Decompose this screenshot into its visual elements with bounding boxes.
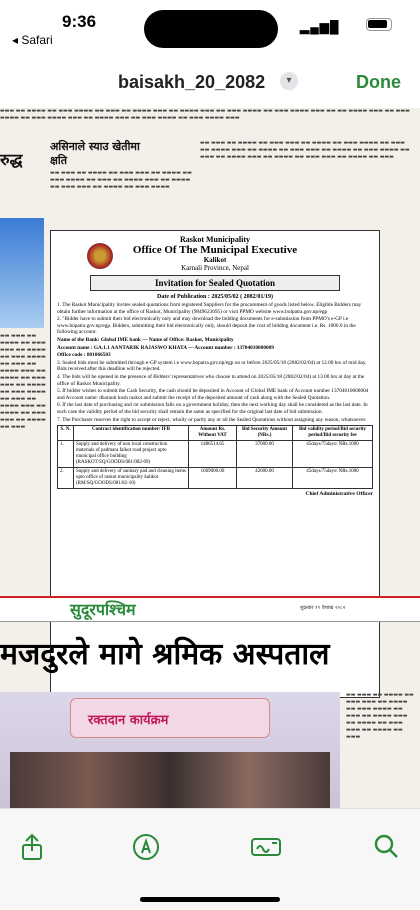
table-cell: 37000.00 [237, 441, 293, 468]
notice-item: Office code : 801066503 [57, 352, 111, 359]
done-button[interactable]: Done [356, 72, 401, 92]
left-fragment-headline: रुद्ध [0, 150, 23, 169]
article-column: ▬▬ ▬▬▬ ▬▬ ▬▬▬▬ ▬▬ ▬▬▬ ▬▬▬ ▬▬ ▬▬▬▬ ▬▬ ▬▬▬ ▬▬▬▬ ▬▬ ▬▬▬ ▬▬ ▬▬▬▬ ▬▬▬ ▬▬ ▬▬▬▬ ▬▬ ▬▬▬ ▬▬▬ ▬▬ ▬▬▬▬ ▬▬ ▬▬▬ ▬▬▬▬ [50, 170, 192, 190]
office-name: Office Of The Municipal Executive [132, 244, 298, 256]
signature-line: Chief Administrative Officer [305, 491, 373, 498]
share-icon[interactable] [16, 833, 48, 865]
home-indicator [140, 897, 280, 902]
table-cell: 45days/75days/ NRs.1000 [293, 441, 373, 468]
sky-photo [0, 218, 44, 328]
notice-item: 4. The bids will be opened in the presence of Bidders' representatives who choose to attend on 2025/05/18 (2082/02/04) at 13.00 hrs at day at the office of Raskot Municipality. [57, 373, 365, 387]
notice-banner: Invitation for Sealed Quotation [90, 275, 340, 291]
back-to-safari-link[interactable]: ◂ Safari [12, 33, 53, 47]
table-cell: 1. [58, 441, 74, 468]
notice-item: 6. If the last date of purchasing and /or submission falls on a government holiday, then the next working day shall be considered as the last date. In such case the validity period of the bid security shall remain the same as specified for the original last date of bid submission. [57, 402, 368, 415]
battery-fill [368, 20, 387, 28]
notice-item: 1. The Raskot Municipality invites sealed quotations from registered Suppliers for the procurement of goods listed below. Eligible Bidders may obtain further information at the office of Raskot, Municipality (9849623695) or visit PPMO website www.bolpatra.gov.np/egp [57, 302, 362, 315]
table-cell: 1669000.00 [189, 468, 237, 489]
notice-item: 2. "Bidder have to submit their bid electronically only and may download the bidding documents for e-submission from PPMO's e-GP i.e www.bopatra.gov.np/egp. Bidders, submitting their bid electronically only, should deposit the cost of bidding document i.e. Rs. 1000.0 in the following account. [57, 316, 356, 336]
markup-icon[interactable] [130, 833, 162, 865]
table-cell: 2. [58, 468, 74, 489]
notice-item: 3. Sealed bids must be submitted through e-GP system i.e www.bopatra.gov.np/egp on or before 2025/05/18 (2082/02/04) at 12.00 hrs of mid day. Bids received after this deadline will be rejected. [57, 359, 367, 373]
sealed-quotation-notice [50, 230, 380, 698]
table-header: Bid Security Amount (NRs.) [237, 426, 293, 441]
table-header: Bid validity period/Bid security period/Bid security fee [293, 426, 373, 441]
right-article-column: ▬▬ ▬▬▬ ▬▬ ▬▬▬▬ ▬▬ ▬▬▬ ▬▬▬ ▬▬ ▬▬▬▬ ▬▬ ▬▬▬ ▬▬▬▬ ▬▬ ▬▬▬ ▬▬ ▬▬▬▬ ▬▬▬ ▬▬ ▬▬▬▬ ▬▬ ▬▬▬ ▬▬▬ ▬▬ ▬▬▬▬ ▬▬ ▬▬▬ [346, 692, 414, 740]
table-cell: 1486514.65 [189, 441, 237, 468]
signature-icon[interactable] [250, 833, 282, 865]
notice-item: Account name : GA.1.1 AANTARIK RAJASWO KHATA — Account number : 13704010000009 [57, 344, 274, 351]
event-banner-text: रक्तदान कार्यक्रम [88, 713, 169, 728]
masthead-date: शुक्रबार १९ वैशाख २०८२ [300, 605, 346, 611]
signal-icon: ▂▄▆█ [300, 20, 340, 34]
publication-date: Date of Publication : 2025/05/02 ( 2082/01/19) [157, 294, 273, 300]
table-cell: 45days/75days/ NRs.1000 [293, 468, 373, 489]
bottom-toolbar [0, 808, 420, 910]
notice-items [57, 302, 373, 423]
table-cell: 42000.00 [237, 468, 293, 489]
dynamic-island [144, 10, 278, 48]
table-row [58, 468, 373, 489]
newspaper-page [0, 108, 420, 808]
battery-icon [366, 18, 392, 31]
newspaper-top-columns: ▬▬▬ ▬▬ ▬▬▬▬ ▬▬ ▬▬▬ ▬▬▬▬ ▬▬ ▬▬▬ ▬▬ ▬▬▬▬ ▬▬▬ ▬▬ ▬▬▬▬ ▬▬▬ ▬▬ ▬▬▬ ▬▬▬▬ ▬▬ ▬▬▬ ▬▬▬▬ ▬▬▬ ▬▬ ▬▬ ▬▬▬▬ ▬▬▬ ▬▬ ▬▬▬ ▬▬▬▬ ▬▬ ▬▬▬ ▬▬▬▬ ▬▬▬ ▬▬ ▬▬▬▬ ▬▬▬ ▬▬ ▬▬▬ ▬▬▬▬ ▬▬ ▬▬▬ ▬▬▬▬ ▬▬▬ [0, 108, 410, 121]
table-header: Contract identification number/ IFB [74, 426, 189, 441]
article-column-right: ▬▬ ▬▬▬ ▬▬ ▬▬▬▬ ▬▬ ▬▬▬ ▬▬▬ ▬▬ ▬▬▬▬ ▬▬ ▬▬▬ ▬▬▬▬ ▬▬ ▬▬▬ ▬▬ ▬▬▬▬ ▬▬▬ ▬▬ ▬▬▬▬ ▬▬ ▬▬▬ ▬▬▬ ▬▬ ▬▬▬▬ ▬▬ ▬▬▬ ▬▬▬▬ ▬▬ ▬▬▬ ▬▬ ▬▬▬▬ ▬▬▬ ▬▬ ▬▬▬▬ ▬▬ ▬▬▬ ▬▬▬ ▬▬ ▬▬▬▬ ▬▬ ▬▬▬ [200, 140, 410, 160]
table-cell: Supply and delivery of sanitary pad and cleaning items upto office of raskot municipality kalikot (RM/SQ/GOODS/081/82-10) [74, 468, 189, 489]
notice-item: 7. The Purchaser reserves the right to accept or reject, wholly or partly any or all the Sealed Quotations without assigning any reason, whatsoever. [57, 416, 367, 423]
document-toolbar [0, 60, 420, 104]
table-cell: Supply and delivery of non local construction materials of padmara faikot road project upto municipal office building (RASKOT/SQ/GOODS/081/082-09) [74, 441, 189, 468]
status-bar [0, 0, 420, 54]
main-headline: मजदुरले मागे श्रमिक अस्पताल [0, 637, 330, 672]
municipality-name: Raskot Municipality [179, 235, 250, 244]
notice-item: Name of the Bank: Global IME bank — Name of Office: Raskot, Municipality [57, 336, 234, 343]
quotation-table [57, 425, 373, 489]
document-title[interactable]: baisakh_20_2082 [118, 72, 266, 92]
people-crowd [10, 752, 330, 808]
left-article-column: ▬▬ ▬▬▬ ▬▬ ▬▬▬▬ ▬▬ ▬▬▬ ▬▬▬ ▬▬ ▬▬▬▬ ▬▬ ▬▬▬ ▬▬▬▬ ▬▬ ▬▬▬ ▬▬ ▬▬▬▬ ▬▬▬ ▬▬ ▬▬▬▬ ▬▬ ▬▬▬ ▬▬▬ ▬▬ ▬▬▬▬ ▬▬ ▬▬▬ ▬▬▬▬ ▬▬ ▬▬▬ ▬▬ ▬▬▬▬ ▬▬▬ ▬▬ ▬▬▬▬ ▬▬ ▬▬▬ ▬▬▬ ▬▬ ▬▬▬▬ ▬▬ ▬▬▬ [0, 333, 46, 430]
province-name: Karnali Province, Nepal [181, 264, 249, 272]
notice-item: 5. If bidder wishes to submit the Cash Security, the cash should be deposited in Account of Global IME bank of Account number 13704010000004 and Account name: dharauti kosh raskot and submit the receipt of the deposited amount of cash along with the Sealed Quotation. [57, 388, 369, 401]
second-page-masthead [0, 596, 420, 622]
status-time: 9:36 [62, 12, 97, 31]
place-name: Kalikot [203, 256, 227, 264]
table-row [58, 441, 373, 468]
blood-donation-photo [0, 692, 340, 808]
masthead-title: सुदूरपश्चिम [70, 600, 136, 619]
table-header: S. N. [58, 426, 74, 441]
table-header: Amount Rs. Without VAT [189, 426, 237, 441]
table-header-row [58, 426, 373, 441]
nepal-emblem-icon [87, 243, 113, 269]
apple-crop-headline: असिनाले स्याउ खेतीमा क्षति [50, 140, 140, 167]
search-icon[interactable] [370, 833, 402, 865]
chevron-down-icon[interactable]: ▾ [280, 72, 298, 90]
